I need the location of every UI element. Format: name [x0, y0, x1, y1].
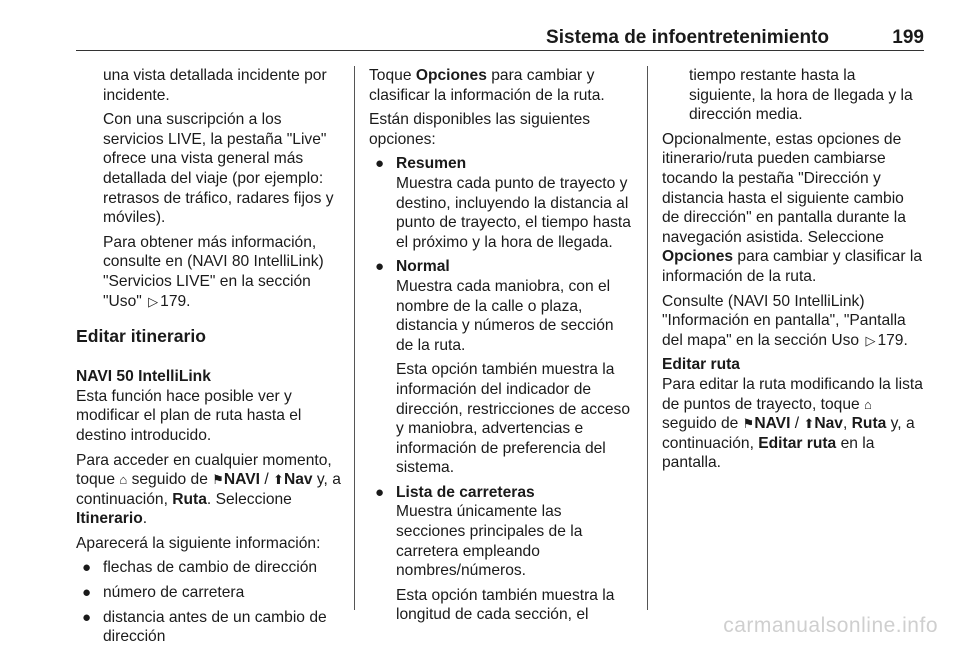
column-2: [369, 66, 633, 630]
bullet-list: [76, 558, 342, 646]
page-reference: 179.: [877, 331, 908, 349]
bullet-icon: ●: [375, 155, 385, 173]
subsection-heading: Editar ruta: [662, 356, 740, 374]
column-divider: [647, 66, 648, 610]
text: Para editar la ruta modificando la lista de puntos de trayecto, toque: [662, 375, 923, 413]
page-header: [76, 24, 924, 51]
list-item: [369, 483, 633, 625]
option-description: Esta opción también muestra la longitud de cada sección, el: [396, 586, 615, 624]
home-icon: ⌂: [119, 472, 128, 488]
paragraph: [662, 375, 924, 473]
home-icon: ⌂: [864, 396, 872, 412]
text: ,: [842, 415, 848, 433]
text: y, a continuación,: [76, 471, 341, 508]
menu-term: Editar ruta: [758, 434, 837, 452]
option-term: Lista de carreteras: [396, 483, 535, 501]
menu-term: Nav: [283, 471, 313, 489]
bullet-icon: ●: [82, 559, 92, 577]
option-description: Muestra cada maniobra, con el nombre de la calle o plaza, distancia y números de sección de la ruta.: [396, 277, 614, 354]
header-title: Sistema de infoentretenimiento: [546, 27, 829, 48]
paragraph: Aparecerá la siguiente información:: [76, 534, 321, 552]
flag-icon: ⚑: [742, 416, 755, 432]
option-term: Resumen: [396, 155, 467, 173]
menu-term: NAVI: [754, 415, 791, 433]
list-item: [369, 154, 633, 252]
menu-term: Nav: [814, 415, 843, 433]
page-number: 199: [892, 27, 924, 48]
text: .: [142, 510, 148, 528]
text: seguido de: [662, 415, 739, 433]
paragraph: [369, 66, 633, 105]
list-item: [76, 583, 342, 603]
bullet-icon: ●: [82, 608, 92, 626]
menu-term: NAVI: [223, 471, 260, 489]
column-divider: [354, 66, 355, 610]
menu-term: Ruta: [172, 490, 207, 508]
paragraph: Están disponibles las siguientes opciones:: [369, 111, 591, 148]
text: /: [264, 471, 269, 489]
text: Para acceder en cualquier momento, toque: [76, 451, 332, 489]
list-item: [76, 608, 342, 647]
paragraph: una vista detallada incidente por incidente.: [103, 67, 327, 104]
text: /: [794, 415, 800, 433]
text: Toque: [369, 67, 412, 84]
bullet-icon: ●: [82, 584, 92, 602]
option-description: Muestra cada punto de trayecto y destino, incluyendo la distancia al punto de trayecto, el tiempo hasta el próximo y la hora de llegada.: [396, 174, 631, 251]
list-item: [369, 257, 633, 478]
list-item-text: flechas de cambio de dirección: [103, 559, 318, 577]
menu-term: Opciones: [415, 67, 487, 84]
text: seguido de: [131, 471, 208, 489]
paragraph: Esta función hace posible ver y modificar el plan de ruta hasta el destino introducido.: [76, 387, 302, 444]
column-1: [76, 66, 342, 652]
option-description: Muestra únicamente las secciones principales de la carretera empleando nombres/números.: [396, 503, 583, 580]
option-description: Esta opción también muestra la información del indicador de dirección, restricciones de acceso y maniobra, advertencias e información de preferencia del sistema.: [396, 361, 631, 477]
paragraph: Con una suscripción a los servicios LIVE, la pestaña "Live" ofrece una vista general más detallada del viaje (por ejemplo: retrasos de tráfico, radares fijos y móviles).: [103, 111, 334, 227]
text: Opcionalmente, estas opciones de itinerario/ruta pueden cambiarse tocando la pestaña "Dirección y distancia hasta el siguiente cambio de dirección" en pantalla durante la navegación asistida. Seleccione: [662, 130, 906, 246]
text: en la pantalla.: [662, 434, 875, 472]
list-item: [76, 558, 342, 578]
paragraph: [662, 130, 924, 287]
list-item-text: distancia antes de un cambio de dirección: [103, 608, 327, 646]
bullet-icon: ●: [375, 483, 385, 501]
watermark: carmanualsonline.info: [723, 614, 938, 638]
paragraph: [76, 451, 342, 529]
option-list: [369, 154, 633, 625]
bullet-icon: ●: [375, 258, 385, 276]
text: para cambiar y clasificar la información de la ruta.: [369, 67, 605, 104]
page-reference-icon: ▷: [148, 293, 159, 309]
text: . Seleccione: [206, 490, 292, 508]
page-reference-icon: ▷: [865, 332, 876, 348]
page-reference: 179.: [160, 292, 191, 310]
nav-arrow-icon: ⬆: [273, 472, 284, 488]
flag-icon: ⚑: [212, 472, 224, 488]
paragraph: tiempo restante hasta la siguiente, la hora de llegada y la dirección media.: [689, 67, 913, 124]
paragraph: [103, 233, 342, 311]
menu-term: Itinerario: [76, 510, 143, 528]
text: y, a continuación,: [662, 415, 915, 452]
nav-arrow-icon: ⬆: [803, 416, 815, 432]
paragraph-text: Para obtener más información, consulte en (NAVI 80 IntelliLink) "Servicios LIVE" en la sección "Uso": [103, 233, 324, 310]
option-term: Normal: [396, 258, 450, 276]
text: para cambiar y clasificar la información de la ruta.: [662, 248, 922, 285]
menu-term: Opciones: [662, 248, 734, 266]
paragraph: [662, 292, 924, 351]
section-heading: Editar itinerario: [76, 326, 207, 347]
column-3: [662, 66, 924, 478]
menu-term: Ruta: [851, 415, 887, 433]
list-item-text: número de carretera: [103, 584, 245, 602]
text: Consulte (NAVI 50 IntelliLink) "Información en pantalla", "Pantalla del mapa" en la sección Uso: [662, 292, 906, 349]
subsection-heading: NAVI 50 IntelliLink: [76, 368, 211, 386]
